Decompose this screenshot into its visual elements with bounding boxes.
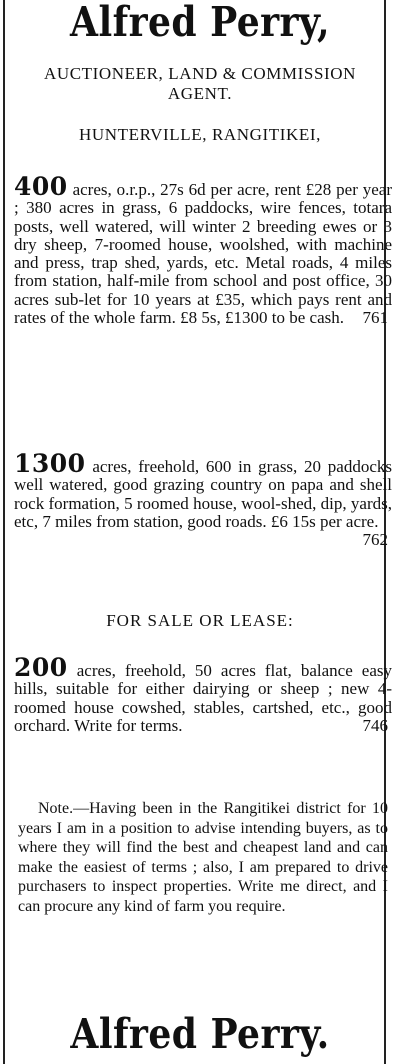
- listing-reference-number: 761: [362, 308, 388, 328]
- occupation-title: AUCTIONEER, LAND & COMMISSION AGENT.: [43, 64, 357, 103]
- left-column-rule: [3, 0, 5, 1064]
- listing-200: [14, 653, 392, 735]
- listing-acreage: 1300: [14, 449, 86, 478]
- sale-or-lease-heading: FOR SALE OR LEASE:: [106, 611, 294, 630]
- listing-description: acres, freehold, 50 acres flat, balance easy hills, suitable for either dairying or sheep ; new 4-roomed house cowshed, stables, cartshed, etc., good orchard. Write for terms.: [14, 661, 392, 735]
- listing-1300: [14, 449, 392, 550]
- listing-description: acres, o.r.p., 27s 6d per acre, rent £28 per year ; 380 acres in grass, 6 paddocks, wire fences, totara posts, well watered, will winter 2 breeding ewes or 3 dry sheep, 7-roomed house, woolshed, with machine and press, trap shed, yards, etc. Metal roads, 4 miles from station, half-mile from school and post office, 30 acres sub-let for 10 years at £35, which pays rent and rates of the whole farm. £8 5s, £1300 to be cash.: [14, 180, 392, 328]
- listing-reference-number: 746: [362, 715, 388, 735]
- listing-reference-number: 762: [362, 530, 388, 550]
- advertiser-note: Note.—Having been in the Rangitikei district for 10 years I am in a position to advise intending buyers, as to where they will find the best and cheapest land and can make the easiest of terms ; also, I am prepared to drive purchasers to inspect properties. Write me direct, and I can procure any kind of farm you require.: [18, 800, 388, 915]
- advertiser-name-heading: Alfred Perry,: [70, 0, 330, 46]
- listing-description: acres, freehold, 600 in grass, 20 paddocks well watered, good grazing country on papa and shell rock formation, 5 roomed house, wool-shed, dip, yards, etc, 7 miles from station, good roads. £6 15s per acre.: [14, 457, 392, 531]
- signature-heading: Alfred Perry.: [70, 1010, 330, 1058]
- listing-acreage: 400: [14, 172, 68, 201]
- location-line: HUNTERVILLE, RANGITIKEI,: [78, 125, 321, 144]
- listing-400: [14, 172, 392, 328]
- listing-acreage: 200: [14, 653, 68, 682]
